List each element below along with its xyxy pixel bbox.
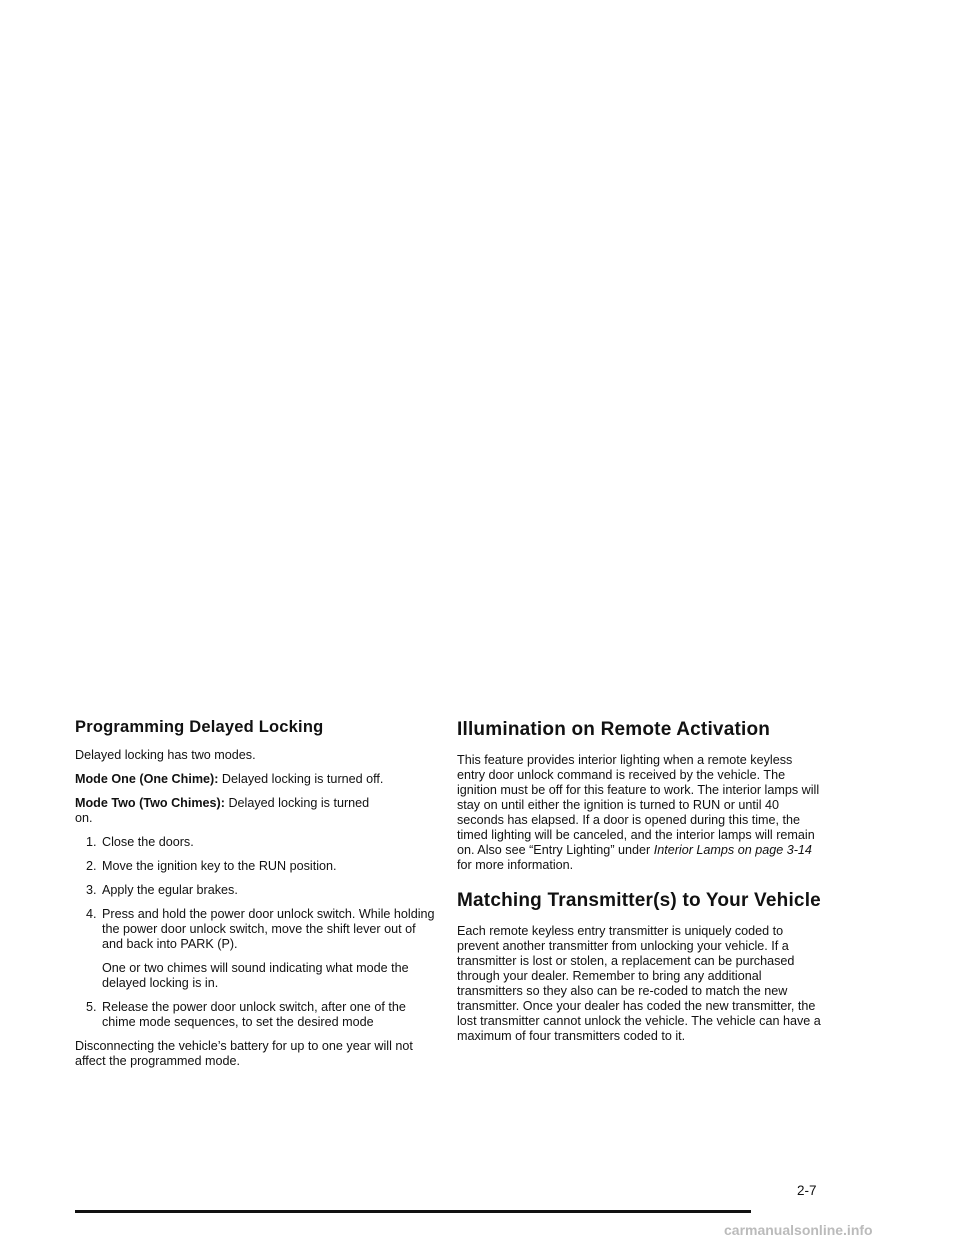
illumination-text: This feature provides interior lighting when a remote keyless entry door unlock command is received by the vehicle. The ignition must be off for this feature to work. The interior lamps will stay on until either the ignition is turned to RUN or until 40 seconds has elapsed. If a door is opened during this time, the timed lighting will be canceled, and the interior lamps will remain on. Also see “Entry Lighting” under (457, 753, 820, 857)
step-text: Apply the egular brakes. (102, 883, 238, 897)
section-heading-illumination: Illumination on Remote Activation (457, 719, 771, 740)
step-number: 5. (86, 1000, 97, 1014)
step-number: 2. (86, 859, 97, 873)
steps-list-continued (75, 1000, 435, 1030)
step-number: 3. (86, 883, 97, 897)
step-text: Press and hold the power door unlock switch. While holding the power door unlock switch, move the shift lever out of and back into PARK (P). (102, 907, 435, 951)
right-column (457, 716, 822, 1053)
mode-two-text: Delayed locking is turned on. (75, 796, 370, 825)
step-four-note: One or two chimes will sound indicating what mode the delayed locking is in. (102, 961, 409, 990)
mode-one-paragraph (75, 772, 435, 787)
list-item (75, 859, 435, 874)
section-heading-delayed-locking: Programming Delayed Locking (75, 718, 324, 736)
interior-lamps-link[interactable]: Interior Lamps on page 3-14 (653, 843, 812, 857)
intro-paragraph: Delayed locking has two modes. (75, 748, 256, 762)
mode-two-label: Mode Two (Two Chimes): (75, 796, 225, 810)
closing-paragraph: Disconnecting the vehicle’s battery for up to one year will not affect the programmed mode. (75, 1039, 413, 1068)
step-number: 1. (86, 835, 97, 849)
step-text: Close the doors. (102, 835, 194, 849)
mode-one-text: Delayed locking is turned off. (218, 772, 384, 786)
mode-one-label: Mode One (One Chime): (75, 772, 219, 786)
list-item (75, 907, 435, 952)
page-number: 2-7 (797, 1183, 817, 1198)
steps-list (75, 835, 435, 952)
list-item (75, 883, 435, 898)
mode-two-paragraph (75, 796, 375, 826)
footer-rule (75, 1210, 751, 1213)
step-number: 4. (86, 907, 97, 921)
step-text: Move the ignition key to the RUN position. (102, 859, 337, 873)
illumination-paragraph (457, 753, 822, 873)
illumination-text-end: for more information. (457, 858, 574, 872)
step-text: Release the power door unlock switch, after one of the chime mode sequences, to set the desired mode (102, 1000, 406, 1029)
watermark: carmanualsonline.info (724, 1222, 873, 1238)
left-column (75, 716, 435, 1078)
section-heading-matching-transmitters: Matching Transmitter(s) to Your Vehicle (457, 890, 821, 911)
list-item (75, 1000, 435, 1030)
list-item (75, 835, 435, 850)
transmitter-paragraph: Each remote keyless entry transmitter is uniquely coded to prevent another transmitter from unlocking your vehicle. If a transmitter is lost or stolen, a replacement can be purchased through your dealer. Remember to bring any additional transmitters so they also can be re-coded to match the new transmitter. Once your dealer has coded the new transmitter, the lost transmitter cannot unlock the vehicle. The vehicle can have a maximum of four transmitters coded to it. (457, 924, 821, 1043)
